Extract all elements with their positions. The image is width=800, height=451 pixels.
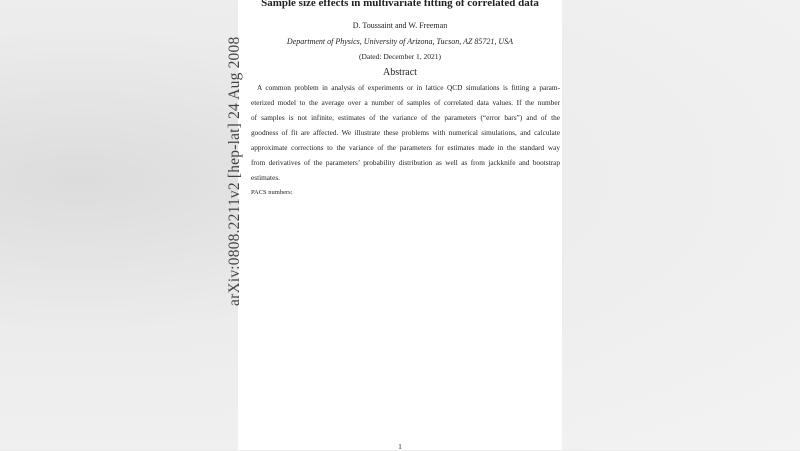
authors: D. Toussaint and W. Freeman <box>352 21 448 30</box>
paper-page <box>238 0 562 450</box>
abstract-line: eterized model to the average over a number of samples of correlated data values. If the number <box>251 98 560 107</box>
dated: (Dated: December 1, 2021) <box>358 52 442 61</box>
abstract-line: from derivatives of the parameters’ probability distribution as well as from jackknife and bootstrap <box>251 158 560 167</box>
page-number: 1 <box>398 442 402 451</box>
pacs-numbers: PACS numbers: <box>251 189 293 196</box>
abstract-line: approximate corrections to the variance of the parameters for estimates made in the standard way <box>251 143 560 152</box>
paper-title: Sample size effects in multivariate fitting of correlated data <box>261 0 539 9</box>
arxiv-identifier: arXiv:0808.2211v2 [hep-lat] 24 Aug 2008 <box>226 36 243 306</box>
abstract-line: of samples is not infinite, estimates of the variance of the parameters (“error bars”) and of the <box>251 113 560 122</box>
abstract-line: A common problem in analysis of experiments or in lattice QCD simulations is fitting a param- <box>257 83 560 92</box>
affiliation: Department of Physics, University of Arizona, Tucson, AZ 85721, USA <box>286 37 514 46</box>
abstract-heading: Abstract <box>383 67 417 78</box>
abstract-line: estimates. <box>251 173 280 182</box>
abstract-line: goodness of fit are affected. We illustrate these problems with numerical simulations, and calculate <box>251 128 560 137</box>
